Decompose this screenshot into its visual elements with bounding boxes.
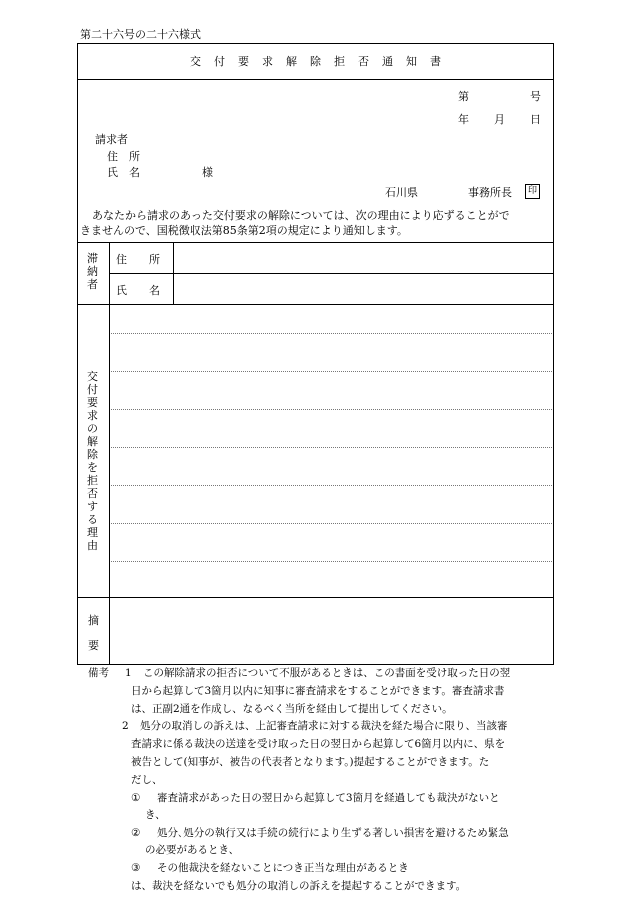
reason-line [111, 333, 552, 334]
reason-label-char: 交 [87, 370, 98, 383]
delinquent-address-field[interactable] [175, 244, 551, 271]
note-1-line-1: この解除請求の拒否について不服があるときは、この書面を受け取った日の翌 [143, 667, 511, 679]
delinquent-label-char: 滞 [87, 252, 98, 265]
issuer-office-head: 事務所長 [468, 186, 512, 199]
reason-field[interactable] [111, 306, 552, 595]
reason-label-char: 由 [87, 539, 98, 552]
note-1-line-2: 日から起算して3箇月以内に知事に審査請求をすることができます。審査請求書 [131, 685, 505, 697]
delinquent-inner-line [173, 242, 174, 304]
reason-label [87, 370, 98, 552]
reason-label-char: 否 [87, 487, 98, 500]
reason-label-char: 除 [87, 448, 98, 461]
date-month: 月 [494, 113, 505, 126]
reason-label-char: 要 [87, 396, 98, 409]
date-day: 日 [530, 113, 541, 126]
title-char: 要 [238, 55, 249, 68]
notes-label: 備考 [88, 667, 109, 679]
separator-header [77, 242, 554, 243]
delinquent-label-char: 納 [87, 265, 98, 278]
reason-label-char: 求 [87, 409, 98, 422]
body-text-line-1: あなたから請求のあった交付要求の解除については、次の理由により応ずることがで [92, 209, 510, 222]
condition-3-number: ③ [131, 862, 141, 874]
title-char: 除 [310, 55, 321, 68]
condition-1-number: ① [131, 792, 141, 804]
separator-reason [77, 597, 554, 598]
title-char: 交 [190, 55, 201, 68]
delinquent-name-label: 氏 名 [116, 284, 160, 297]
form-id: 第二十六号の二十六様式 [80, 28, 201, 41]
reason-line [111, 561, 552, 562]
note-1-line-3: は、正副2通を作成し、なるべく当所を経由して提出してください。 [131, 703, 453, 715]
remarks-label-char-1: 摘 [88, 614, 99, 627]
number-dai: 第 [458, 90, 469, 103]
separator-delinquent [77, 304, 554, 305]
condition-2-line-2: の必要があるとき、 [145, 844, 240, 856]
reason-line [111, 409, 552, 410]
title-char: 否 [358, 55, 369, 68]
reason-label-char: る [87, 513, 98, 526]
seal-box: 印 [525, 184, 540, 199]
requester-name-label: 氏 名 [107, 166, 140, 179]
issuer-prefecture: 石川県 [385, 186, 418, 199]
number-gou: 号 [530, 90, 541, 103]
requester-label: 請求者 [95, 133, 128, 146]
title-char: 求 [262, 55, 273, 68]
requester-honorific: 様 [202, 166, 213, 179]
remarks-field[interactable] [111, 599, 552, 663]
note-2-line-3: 被告として(知事が、被告の代表者となります。)提起することができます。た [131, 756, 490, 768]
delinquent-name-field[interactable] [175, 275, 551, 302]
reason-label-char: の [87, 422, 98, 435]
seal-mark [525, 183, 540, 199]
reason-line [111, 371, 552, 372]
body-text-line-2: きませんので、国税徴収法第85条第2項の規定により通知します。 [80, 224, 408, 237]
title-char: 付 [214, 55, 225, 68]
date-year: 年 [458, 113, 469, 126]
delinquent-label-char: 者 [87, 278, 98, 291]
reason-label-char: 理 [87, 526, 98, 539]
reason-line [111, 523, 552, 524]
condition-3-line-1: その他裁決を経ないことにつき正当な理由があるとき [157, 862, 409, 874]
delinquent-address-label: 住 所 [116, 253, 160, 266]
requester-address-label: 住 所 [107, 150, 140, 163]
remarks-label-char-2: 要 [88, 639, 99, 652]
condition-1-line-1: 審査請求があった日の翌日から起算して3箇月を経過しても裁決がないと [157, 792, 500, 804]
delinquent-label [87, 252, 98, 291]
note-2-line-1: 処分の取消しの訴えは、上記審査請求に対する裁決を経た場合に限り、当該審 [140, 720, 508, 732]
reason-label-char: 拒 [87, 474, 98, 487]
condition-2-number: ② [131, 827, 141, 839]
title-char: 解 [286, 55, 297, 68]
reason-label-char: を [87, 461, 98, 474]
condition-2-line-1: 処分､処分の執行又は手続の続行により生ずる著しい損害を避けるため緊急 [157, 827, 509, 839]
notes-closing: は、裁決を経ないでも処分の取消しの訴えを提起することができます。 [131, 880, 467, 892]
condition-1-line-2: き、 [145, 809, 166, 821]
note-2-line-2: 査請求に係る裁決の送達を受け取った日の翌日から起算して6箇月以内に、県を [131, 738, 506, 750]
reason-line [111, 485, 552, 486]
reason-label-char: す [87, 500, 98, 513]
title-char: 通 [382, 55, 393, 68]
note-2-line-4: だし、 [131, 774, 163, 786]
document-title [77, 43, 554, 80]
separator-delinquent-mid [109, 273, 554, 274]
note-1-number: 1 [125, 667, 132, 679]
title-char: 拒 [334, 55, 345, 68]
left-column-line [109, 242, 110, 664]
reason-line [111, 447, 552, 448]
title-char: 知 [406, 55, 417, 68]
reason-label-char: 解 [87, 435, 98, 448]
reason-label-char: 付 [87, 383, 98, 396]
note-2-number: 2 [122, 720, 129, 732]
title-char: 書 [430, 55, 441, 68]
